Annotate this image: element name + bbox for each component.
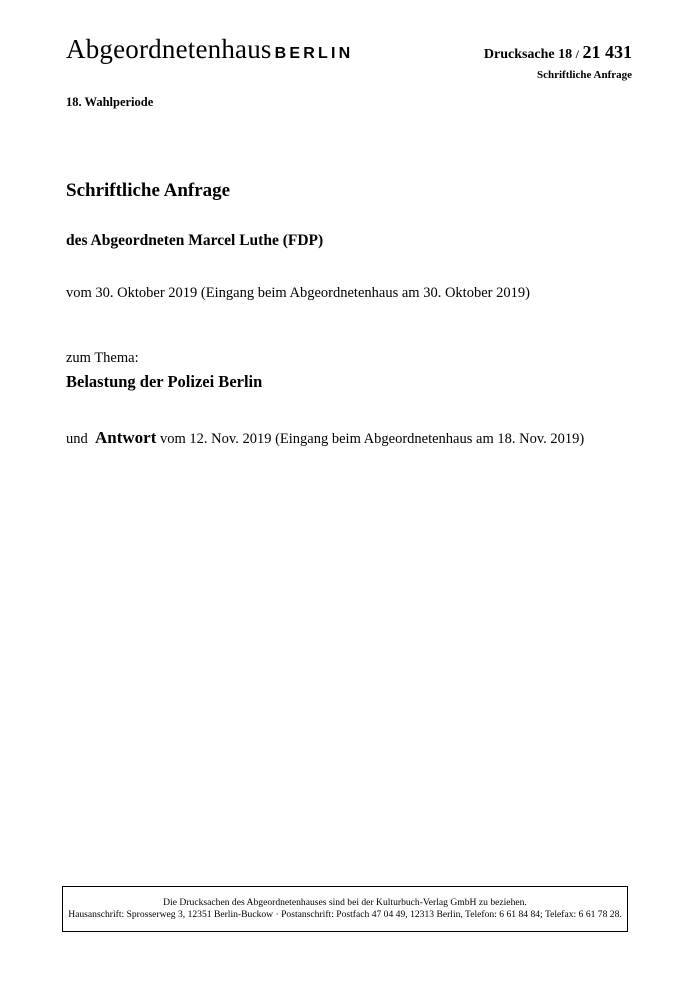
document-type: Schriftliche Anfrage [536, 69, 632, 81]
logo-text: Abgeordnetenhaus [66, 34, 272, 64]
drucksache-label: Drucksache 18 [483, 47, 573, 62]
drucksache-slash: / [575, 47, 579, 61]
answer-line [66, 428, 584, 448]
answer-prefix: und [66, 431, 88, 447]
answer-word: Antwort [95, 428, 157, 447]
document-title: Schriftliche Anfrage [66, 180, 231, 201]
topic-label: zum Thema: [66, 350, 139, 366]
author-line: des Abgeordneten Marcel Luthe (FDP) [66, 232, 324, 249]
drucksache-block [484, 44, 632, 81]
footer-box [62, 886, 628, 932]
topic-title: Belastung der Polizei Berlin [66, 372, 263, 391]
drucksache-number-line [484, 44, 632, 63]
abgeordnetenhaus-logo [66, 36, 353, 63]
date-line: vom 30. Oktober 2019 (Eingang beim Abgeordnetenhaus am 30. Oktober 2019) [66, 285, 530, 301]
wahlperiode: 18. Wahlperiode [66, 95, 154, 109]
footer-line-1: Die Drucksachen des Abgeordnetenhauses sind bei der Kulturbuch-Verlag GmbH zu beziehen. [163, 897, 527, 908]
footer-line-2: Hausanschrift: Sprosserweg 3, 12351 Berlin-Buckow · Postanschrift: Postfach 47 04 49, 12313 Berlin, Telefon: 6 61 84 84; Telefax: 6 61 78 28. [68, 909, 622, 920]
drucksache-number: 21 431 [582, 42, 632, 62]
logo-city: BERLIN [274, 45, 354, 62]
answer-date: vom 12. Nov. 2019 (Eingang beim Abgeordnetenhaus am 18. Nov. 2019) [160, 431, 585, 447]
